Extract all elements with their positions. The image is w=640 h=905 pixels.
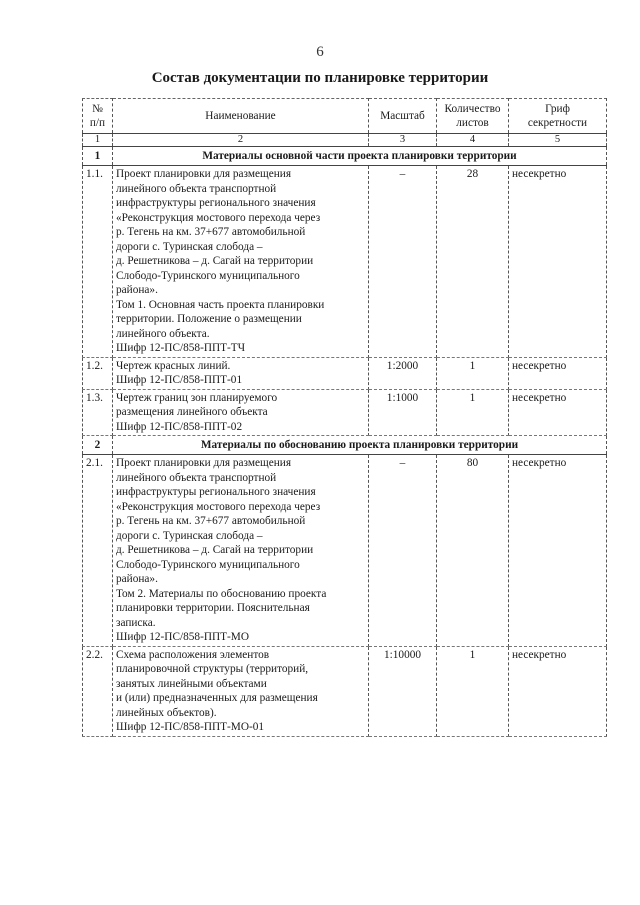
item-name-line: Проект планировки для размещения xyxy=(116,457,292,469)
item-name-line: линейного объекта. xyxy=(116,327,210,340)
item-name-line: р. Тегень на км. 37+677 автомобильной xyxy=(116,515,306,527)
item-name-line: Шифр 12-ПС/858-ППТ-МО-01 xyxy=(116,721,265,733)
item-name-line: Том 1. Основная часть проекта планировки xyxy=(116,298,325,311)
header-sheets: Количество листов xyxy=(437,99,509,134)
item-name xyxy=(113,646,369,736)
section-row xyxy=(83,147,607,166)
item-name-line: «Реконструкция мостового перехода через xyxy=(116,211,321,224)
item-name-line: д. Решетникова – д. Сагай на территории xyxy=(116,255,314,267)
table-header-row xyxy=(83,99,607,134)
item-scale: 1:1000 xyxy=(369,389,437,436)
item-name-line: Чертеж границ зон планируемого xyxy=(116,391,278,404)
header-name: Наименование xyxy=(113,99,369,134)
column-number: 4 xyxy=(437,134,509,147)
table-row xyxy=(83,166,607,358)
item-name-line: планировочной структуры (территорий, xyxy=(116,663,309,675)
item-secrecy: несекретно xyxy=(509,357,607,389)
item-name-line: территории. Положение о размещении xyxy=(116,313,302,325)
column-number: 5 xyxy=(509,134,607,147)
item-number: 1.1. xyxy=(83,166,113,358)
column-number: 1 xyxy=(83,134,113,147)
item-name-line: Слободо-Туринского муниципального xyxy=(116,269,300,282)
item-name-line: линейного объекта транспортной xyxy=(116,471,277,484)
item-secrecy: несекретно xyxy=(509,646,607,736)
item-name-line: линейных объектов). xyxy=(116,706,217,719)
section-number: 2 xyxy=(83,436,113,455)
item-sheet-count: 28 xyxy=(437,166,509,358)
item-sheet-count: 1 xyxy=(437,646,509,736)
item-name-line: Проект планировки для размещения xyxy=(116,168,292,180)
item-name-line: Шифр 12-ПС/858-ППТ-01 xyxy=(116,374,243,386)
item-name-line: района». xyxy=(116,573,158,585)
item-name xyxy=(113,357,369,389)
item-name-line: Чертеж красных линий. xyxy=(116,359,231,372)
column-number: 3 xyxy=(369,134,437,147)
item-name-line: д. Решетникова – д. Сагай на территории xyxy=(116,544,314,556)
item-name-line: дороги с. Туринская слобода – xyxy=(116,529,263,542)
item-name-line: Слободо-Туринского муниципального xyxy=(116,558,300,571)
item-name-line: занятых линейными объектами xyxy=(116,677,267,690)
item-name-line: района». xyxy=(116,284,158,296)
section-title: Материалы по обоснованию проекта планировки территории xyxy=(113,436,607,455)
table-row xyxy=(83,646,607,736)
item-name-line: Том 2. Материалы по обоснованию проекта xyxy=(116,587,327,600)
section-row xyxy=(83,436,607,455)
table-row xyxy=(83,357,607,389)
section-number: 1 xyxy=(83,147,113,166)
item-name-line: Шифр 12-ПС/858-ППТ-МО xyxy=(116,631,250,643)
item-sheet-count: 1 xyxy=(437,357,509,389)
item-name-line: Схема расположения элементов xyxy=(116,648,270,661)
item-scale: – xyxy=(369,455,437,647)
item-name-line: р. Тегень на км. 37+677 автомобильной xyxy=(116,226,306,238)
column-number-row xyxy=(83,134,607,147)
item-name-line: Шифр 12-ПС/858-ППТ-ТЧ xyxy=(116,342,246,354)
item-number: 1.3. xyxy=(83,389,113,436)
item-name-line: записка. xyxy=(116,616,156,629)
item-name-line: «Реконструкция мостового перехода через xyxy=(116,500,321,513)
item-name-line: инфраструктуры регионального значения xyxy=(116,486,316,498)
item-sheet-count: 1 xyxy=(437,389,509,436)
item-name-line: линейного объекта транспортной xyxy=(116,182,277,195)
item-scale: 1:2000 xyxy=(369,357,437,389)
item-sheet-count: 80 xyxy=(437,455,509,647)
item-number: 2.1. xyxy=(83,455,113,647)
item-number: 2.2. xyxy=(83,646,113,736)
item-scale: – xyxy=(369,166,437,358)
table-row xyxy=(83,455,607,647)
item-secrecy: несекретно xyxy=(509,389,607,436)
item-name xyxy=(113,166,369,358)
page-number: 6 xyxy=(316,44,324,60)
item-number: 1.2. xyxy=(83,357,113,389)
item-name-line: дороги с. Туринская слобода – xyxy=(116,240,263,253)
header-secrecy: Гриф секретности xyxy=(509,99,607,134)
section-title: Материалы основной части проекта планировки территории xyxy=(113,147,607,166)
table-row xyxy=(83,389,607,436)
item-scale: 1:10000 xyxy=(369,646,437,736)
item-name-line: размещения линейного объекта xyxy=(116,406,268,418)
item-name xyxy=(113,389,369,436)
item-name-line: Шифр 12-ПС/858-ППТ-02 xyxy=(116,420,243,433)
header-scale: Масштаб xyxy=(369,99,437,134)
documentation-table xyxy=(82,98,607,737)
item-secrecy: несекретно xyxy=(509,455,607,647)
item-secrecy: несекретно xyxy=(509,166,607,358)
document-title: Состав документации по планировке территории xyxy=(151,70,489,86)
item-name-line: и (или) предназначенных для размещения xyxy=(116,692,318,704)
item-name xyxy=(113,455,369,647)
item-name-line: планировки территории. Пояснительная xyxy=(116,602,310,614)
item-name-line: инфраструктуры регионального значения xyxy=(116,197,316,209)
column-number: 2 xyxy=(113,134,369,147)
header-num: № п/п xyxy=(83,99,113,134)
